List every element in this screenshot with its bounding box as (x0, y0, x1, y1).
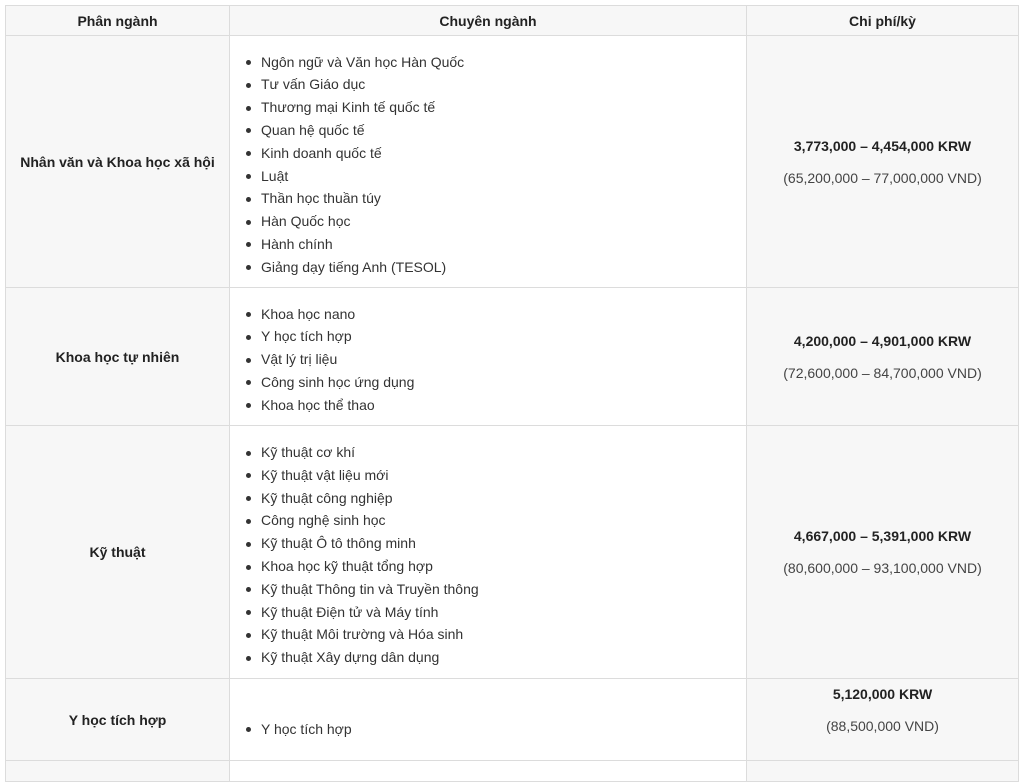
list-item: Kỹ thuật Môi trường và Hóa sinh (230, 623, 746, 646)
list-item: Hàn Quốc học (230, 210, 746, 233)
group-cell: Khoa học tự nhiên (6, 288, 230, 426)
list-item: Kỹ thuật Ô tô thông minh (230, 532, 746, 555)
table-row (6, 761, 1019, 782)
group-cell: Kỹ thuật (6, 426, 230, 679)
header-majors: Chuyên ngành (230, 6, 747, 36)
list-item: Công nghệ sinh học (230, 509, 746, 532)
major-list (230, 45, 746, 279)
fee-vnd: (65,200,000 – 77,000,000 VND) (783, 169, 982, 186)
fee-cell (747, 679, 1019, 761)
list-item: Công sinh học ứng dụng (230, 371, 746, 394)
fee-cell (747, 426, 1019, 679)
majors-cell (230, 761, 747, 782)
table-row (6, 288, 1019, 426)
majors-cell (230, 288, 747, 426)
list-item: Y học tích hợp (230, 325, 746, 348)
list-item: Tư vấn Giáo dục (230, 73, 746, 96)
header-fee: Chi phí/kỳ (747, 6, 1019, 36)
group-cell (6, 761, 230, 782)
list-item: Vật lý trị liệu (230, 348, 746, 371)
majors-cell (230, 36, 747, 288)
list-item: Luật (230, 165, 746, 188)
fee-vnd: (72,600,000 – 84,700,000 VND) (783, 364, 982, 381)
list-item: Giảng dạy tiếng Anh (TESOL) (230, 256, 746, 279)
table-row (6, 36, 1019, 288)
fee-krw: 4,667,000 – 5,391,000 KRW (793, 528, 972, 544)
fee-krw: 3,773,000 – 4,454,000 KRW (793, 137, 972, 154)
fee-cell (747, 36, 1019, 288)
group-cell: Y học tích hợp (6, 679, 230, 761)
table-row (6, 679, 1019, 761)
list-item: Hành chính (230, 233, 746, 256)
list-item: Khoa học kỹ thuật tổng hợp (230, 555, 746, 578)
list-item: Kỹ thuật công nghiệp (230, 487, 746, 510)
fee-cell (747, 761, 1019, 782)
fee-vnd: (80,600,000 – 93,100,000 VND) (783, 560, 982, 576)
list-item: Khoa học thể thao (230, 394, 746, 417)
list-item: Kỹ thuật vật liệu mới (230, 464, 746, 487)
majors-cell (230, 426, 747, 679)
list-item: Ngôn ngữ và Văn học Hàn Quốc (230, 51, 746, 74)
header-group: Phân ngành (6, 6, 230, 36)
majors-cell (230, 679, 747, 761)
list-item: Y học tích hợp (230, 718, 746, 741)
fee-cell (747, 288, 1019, 426)
table-row (6, 426, 1019, 679)
list-item: Khoa học nano (230, 303, 746, 326)
list-item: Kỹ thuật Thông tin và Truyền thông (230, 578, 746, 601)
fee-krw: 4,200,000 – 4,901,000 KRW (793, 332, 972, 349)
fee-krw: 5,120,000 KRW (832, 686, 933, 702)
major-list (230, 699, 746, 741)
group-cell: Nhân văn và Khoa học xã hội (6, 36, 230, 288)
fee-vnd: (88,500,000 VND) (826, 718, 939, 734)
list-item: Kỹ thuật Xây dựng dân dụng (230, 646, 746, 669)
major-list (230, 297, 746, 417)
list-item: Thần học thuần túy (230, 187, 746, 210)
list-item: Kinh doanh quốc tế (230, 142, 746, 165)
list-item: Kỹ thuật Điện tử và Máy tính (230, 601, 746, 624)
tuition-table (5, 5, 1019, 782)
major-list (230, 435, 746, 669)
table-header-row (6, 6, 1019, 36)
list-item: Thương mại Kinh tế quốc tế (230, 96, 746, 119)
list-item: Kỹ thuật cơ khí (230, 441, 746, 464)
list-item: Quan hệ quốc tế (230, 119, 746, 142)
